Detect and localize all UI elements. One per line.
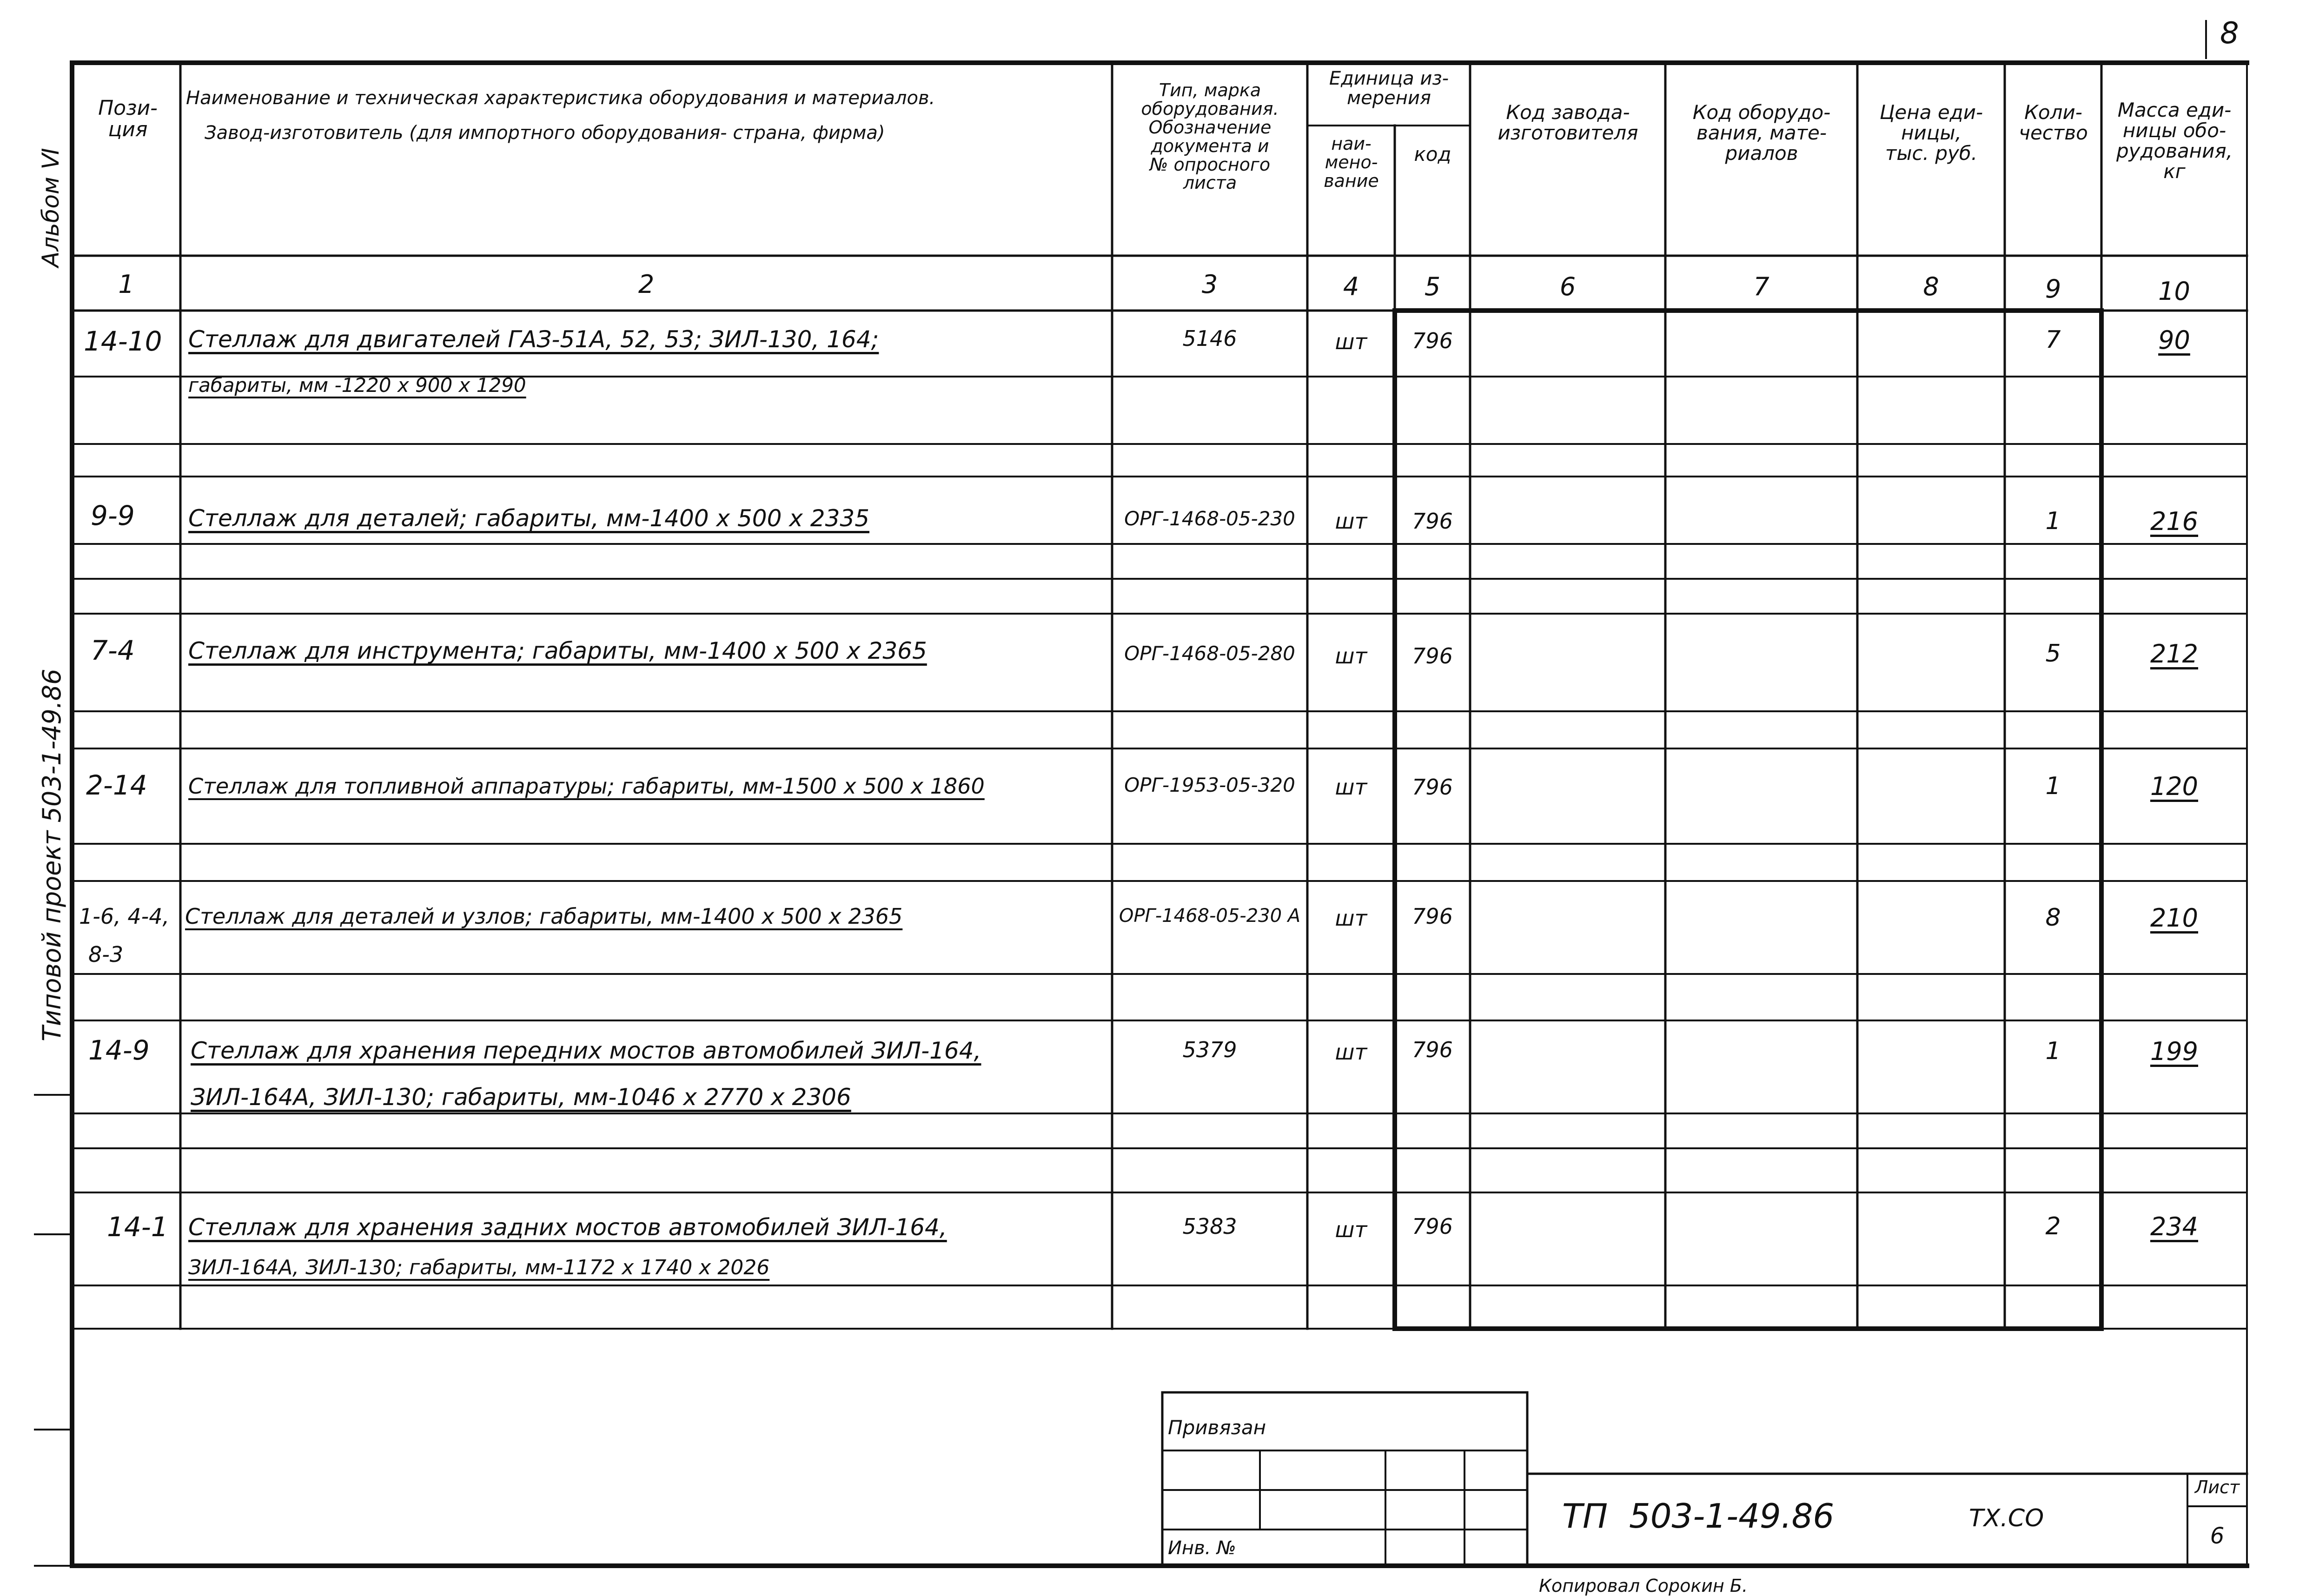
row-unit: шт <box>1335 775 1367 800</box>
column-number: 7 <box>1753 272 1769 301</box>
header-price: Цена еди- ницы, тыс. руб. <box>1879 101 1983 165</box>
column-number: 5 <box>1424 272 1441 301</box>
row-position-continued: 8-3 <box>88 942 124 967</box>
row-name: Стеллаж для двигателей ГАЗ-51А, 52, 53; ЗИЛ-130, 164; <box>188 326 879 353</box>
row-type: ОРГ-1468-05-280 <box>1124 642 1295 665</box>
column-number: 6 <box>1559 272 1576 301</box>
row-name: Стеллаж для хранения передних мостов автомобилей ЗИЛ-164, <box>191 1037 981 1064</box>
column-number: 9 <box>2045 274 2061 304</box>
header-quantity: Коли- чество <box>2019 101 2088 145</box>
row-type: ОРГ-1953-05-320 <box>1124 774 1295 796</box>
column-number: 3 <box>1201 270 1218 299</box>
row-type: ОРГ-1468-05-230 <box>1124 507 1295 530</box>
row-name: Стеллаж для инструмента; габариты, мм-1400 х 500 х 2365 <box>188 637 927 664</box>
stamp-inventory-label: Инв. № <box>1168 1537 1236 1559</box>
row-mass: 120 <box>2150 772 2199 801</box>
row-name: Стеллаж для топливной аппаратуры; габариты, мм-1500 х 500 х 1860 <box>188 774 985 799</box>
row-position: 7-4 <box>91 635 135 666</box>
row-name: ЗИЛ-164А, ЗИЛ-130; габариты, мм-1172 х 1740 х 2026 <box>188 1256 770 1279</box>
row-unit: шт <box>1335 509 1367 534</box>
stamp-sheet-label: Лист <box>2194 1477 2240 1497</box>
row-quantity: 1 <box>2045 507 2061 535</box>
header-mass: Масса еди- ницы обо- рудования, кг <box>2116 99 2233 183</box>
row-mass: 212 <box>2150 639 2199 669</box>
row-quantity: 7 <box>2045 326 2061 354</box>
footer-copied-by: Копировал Сорокин Б. <box>1539 1576 1748 1596</box>
header-unit: Единица из- мерения <box>1329 68 1449 109</box>
row-mass: 234 <box>2150 1212 2199 1241</box>
column-number: 8 <box>1923 272 1939 301</box>
header-type: Тип, марка оборудования. Обозначение документа и № опросного листа <box>1141 80 1279 193</box>
row-position: 9-9 <box>91 500 135 531</box>
column-number: 10 <box>2158 277 2190 306</box>
row-mass: 90 <box>2158 325 2190 355</box>
stamp-document-code: ТХ.СО <box>1969 1504 2044 1532</box>
row-code: 796 <box>1412 904 1453 929</box>
project-side-label: Типовой проект 503-1-49.86 <box>37 669 66 1041</box>
row-position: 2-14 <box>86 769 147 801</box>
page-number: 8 <box>2220 16 2239 51</box>
stamp-sheet-number: 6 <box>2210 1523 2225 1549</box>
column-number: 1 <box>118 270 134 299</box>
row-code: 796 <box>1412 775 1453 800</box>
header-name-line2: Завод-изготовитель (для импортного оборудования- страна, фирма) <box>205 122 885 144</box>
row-name: Стеллаж для деталей; габариты, мм-1400 х 500 х 2335 <box>188 505 870 532</box>
row-unit: шт <box>1335 329 1367 354</box>
row-quantity: 1 <box>2045 1037 2061 1065</box>
row-name: Стеллаж для деталей и узлов; габариты, мм-1400 х 500 х 2365 <box>185 904 903 929</box>
stamp-project-number: ТП 503-1-49.86 <box>1562 1497 1835 1536</box>
stamp-attached-label: Привязан <box>1168 1416 1266 1439</box>
album-label: Альбом Ⅵ <box>37 148 64 267</box>
row-quantity: 1 <box>2045 772 2061 800</box>
row-type: 5379 <box>1182 1037 1237 1062</box>
header-factory-code: Код завода- изготовителя <box>1498 101 1638 145</box>
row-code: 796 <box>1412 643 1453 669</box>
header-unit-code: код <box>1414 143 1451 166</box>
column-number: 4 <box>1343 272 1359 301</box>
row-mass: 216 <box>2150 507 2199 536</box>
row-unit: шт <box>1335 1217 1367 1242</box>
header-position: Пози- ция <box>98 96 158 142</box>
row-quantity: 2 <box>2045 1212 2061 1240</box>
row-code: 796 <box>1412 1214 1453 1239</box>
row-unit: шт <box>1335 1040 1367 1065</box>
row-mass: 199 <box>2150 1037 2199 1066</box>
row-unit: шт <box>1335 643 1367 669</box>
row-type: ОРГ-1468-05-230 А <box>1119 905 1301 927</box>
row-name: ЗИЛ-164А, ЗИЛ-130; габариты, мм-1046 х 2770 х 2306 <box>191 1084 851 1111</box>
row-type: 5146 <box>1182 326 1237 351</box>
row-position: 14-1 <box>107 1211 168 1243</box>
row-position: 14-9 <box>88 1034 150 1066</box>
row-mass: 210 <box>2150 903 2199 933</box>
row-unit: шт <box>1335 906 1367 931</box>
header-equipment-code: Код оборудо- вания, мате- риалов <box>1692 101 1831 165</box>
header-unit-name: наи- мено- вание <box>1324 133 1379 191</box>
row-type: 5383 <box>1182 1214 1237 1239</box>
row-quantity: 8 <box>2045 904 2061 932</box>
header-name-line1: Наименование и техническая характеристика оборудования и материалов. <box>186 87 935 109</box>
row-position: 1-6, 4-4, <box>79 904 170 929</box>
row-quantity: 5 <box>2045 640 2061 668</box>
column-number: 2 <box>638 270 655 299</box>
row-name: Стеллаж для хранения задних мостов автомобилей ЗИЛ-164, <box>188 1214 947 1241</box>
row-name: габариты, мм -1220 х 900 х 1290 <box>188 374 526 397</box>
row-code: 796 <box>1412 328 1453 353</box>
row-code: 796 <box>1412 509 1453 534</box>
row-position: 14-10 <box>84 325 162 357</box>
row-code: 796 <box>1412 1037 1453 1062</box>
